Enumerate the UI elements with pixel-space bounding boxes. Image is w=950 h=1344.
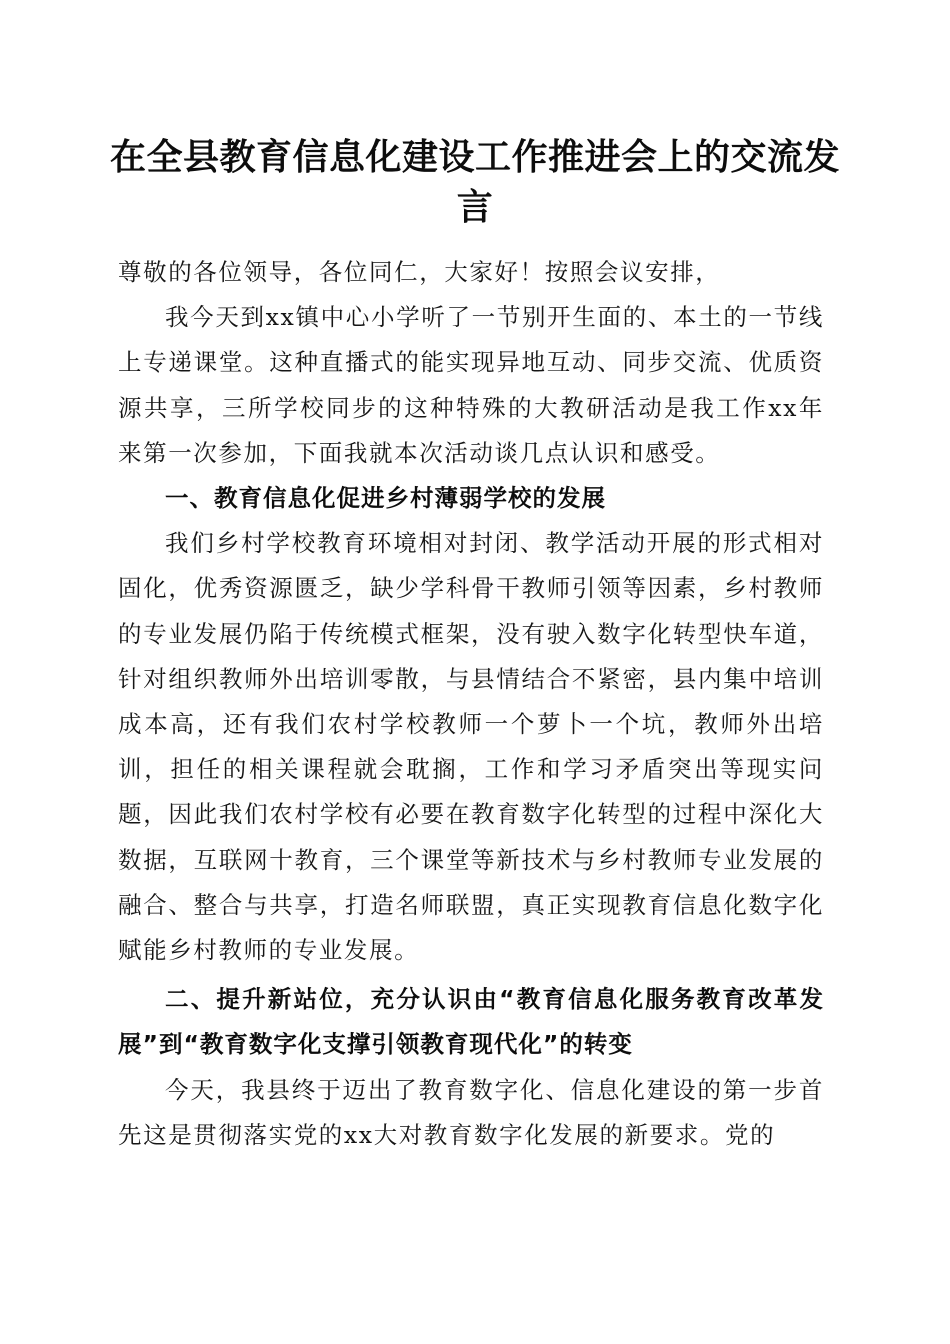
section-1-paragraph: 我们乡村学校教育环境相对封闭、教学活动开展的形式相对固化，优秀资源匮乏，缺少学科骨干教师引领等因素，乡村教师的专业发展仍陷于传统模式框架，没有驶入数字化转型快车道，针对组织教师外出培训零散，与县情结合不紧密，县内集中培训成本高，还有我们农村学校教师一个萝卜一个坑，教师外出培训，担任的相关课程就会耽搁，工作和学习矛盾突出等现实问题，因此我们农村学校有必要在教育数字化转型的过程中深化大数据，互联网十教育，三个课堂等新技术与乡村教师专业发展的融合、整合与共享，打造名师联盟，真正实现教育信息化数字化赋能乡村教师的专业发展。 <box>118 529 824 965</box>
section-2-heading: 二、提升新站位，充分认识由“教育信息化服务教育改革发展”到“教育数字化支撑引领教育现代化”的转变 <box>118 985 824 1059</box>
document-title: 在全县教育信息化建设工作推进会上的交流发言 <box>109 136 840 228</box>
section-2-paragraph: 今天，我县终于迈出了教育数字化、信息化建设的第一步首先这是贯彻落实党的xx大对教育数字化发展的新要求。党的 <box>118 1075 824 1149</box>
document-body <box>118 250 824 1158</box>
intro-paragraph: 我今天到xx镇中心小学听了一节别开生面的、本土的一节线上专递课堂。这种直播式的能实现异地互动、同步交流、优质资源共享，三所学校同步的这种特殊的大教研活动是我工作xx年来第一次参加，下面我就本次活动谈几点认识和感受。 <box>118 303 824 467</box>
section-1-heading: 一、教育信息化促进乡村薄弱学校的发展 <box>165 484 606 513</box>
greeting-paragraph: 尊敬的各位领导，各位同仁，大家好！按照会议安排， <box>118 258 721 286</box>
